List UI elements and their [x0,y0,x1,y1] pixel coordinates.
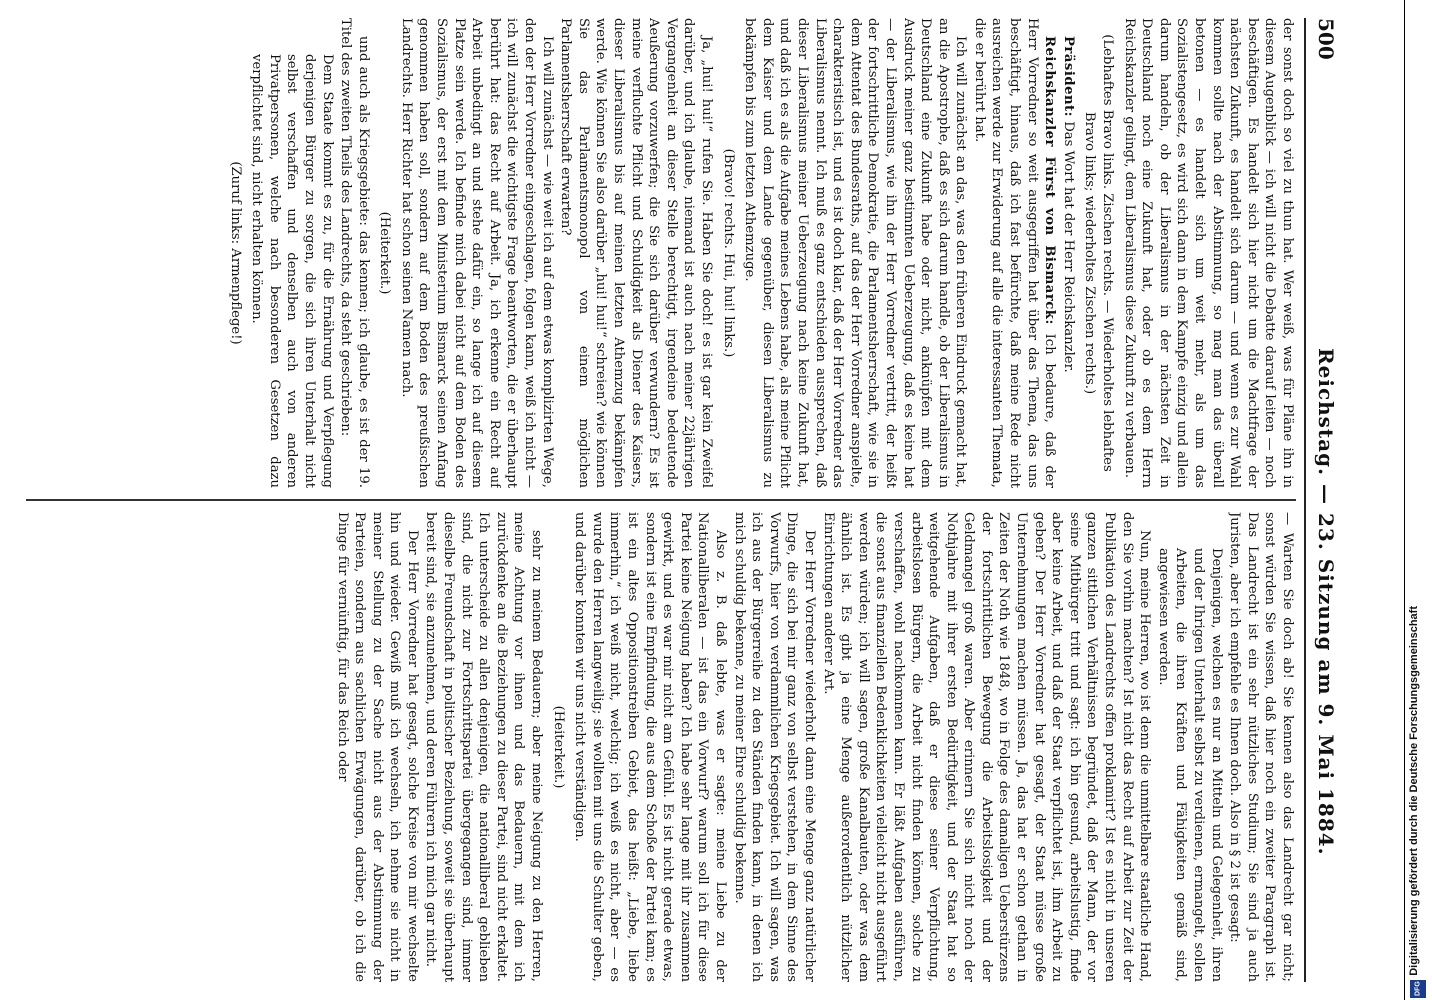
paragraph-text: Ich will zunächst — wie weit ich auf dem etwas komplizirten Wege, den der Herr Vorredner eingeschlagen, folgen kann, weiß ich nicht — ich will zunächst die wichtigste Frage beantworten, die er überhaupt berührt hat: das Recht auf Arbeit. Ja, ich erkenne ein Recht auf Arbeit unbedingt an und stehe dafür ein, so lange ich auf diesem Platze sein werde. Ich befinde mich dabei nicht auf dem Boden des Sozialismus, der erst mit dem Ministerium Bismarck seinen Anfang genommen haben soll, sondern auf dem Boden des preußischen Landrechts. Herr Richter hat schon seinen Namen nach. [398,18,555,488]
paragraph [422,512,545,982]
paragraph-text: Ich will zunächst an das, was den früheren Eindruck gemacht hat, an die Apostrophe, daß es sich darum handle, ob der Liberalismus in Deutschland eine Zukunft habe oder nicht, anknüpfen mit dem Ausdruck meiner ganz bestimmten Ueberzeugung, daß es keine hat — der Liberalismus, wie ihn der Herr Vorredner vertritt, der heißt der fortschrittliche Demokratie, die Parlamentsherrschaft, wie sie in dem Attentat des Bundesraths, auf das der Herr Vorredner anspielte, charakteristisch ist, und es ist doch klar, daß der Herr Vorredner das Liberalismus nennt. Ich muß es ganz entschieden aussprechen, daß dieser Liberalismus meiner Ueberzeugung nach keine Zukunft hat, und daß ich es als die Aufgabe meines Lebens habe, als meine Pflicht dem Kaiser und dem Lande gegenüber, diesen Liberalismus zu bekämpfen bis zum letzten Athemzuge. [742,18,969,488]
paragraph-text: Ja, „hui! hui!“ rufen Sie. Haben Sie doch! es ist gar kein Zweifel darüber, und ich glaube, niemand ist auch nach meiner 22jährigen Vergangenheit an dieser Stelle berechtigt, irgendeine bedeutende Aeußerung vorzuwerfen; die Sie sich darüber verwundern? Es ist meine verfluchte Pflicht und Schuldigkeit als Diener des Kaisers, dieser Liberalismus bis auf meinen letzten Athemzug bekämpfen werde. Wie können Sie also darüber „hui! hui!“ schreien? wie können Sie das Parlamentsmonopol von einem möglichen Parlamentsherrschaft erwarten? [558,18,714,488]
paragraph [819,512,1153,982]
running-head: Reichstag. — 23. Sitzung am 9. Mai 1884. [1314,348,1338,856]
paragraph [557,18,715,488]
paragraph-text: (Heiterkeit.) [377,211,393,295]
page-header [1308,18,1338,982]
speaker-label: Präsident: [1060,36,1076,118]
paragraph-text: Der Herr Vorredner wiederholt dann eine Menge ganz natürlicher Dinge, die sich bei mir ganz von selbst verstehen, in dem Sinne des Vorwurfs, hier von verdammlichen Kriegsgebiet. Ich will sagen, was ich aus der Bürgerreihe zu den Ständen finden kann, in denen ich mich schuldig bekenne, zu meiner Ehre schuldig bekenne. [731,512,817,982]
column-divider [26,499,1296,501]
paragraph-text: (Heiterkeit.) [550,705,566,789]
paragraph [337,18,372,488]
paragraph-text: Der Herr Vorredner hat gesagt, solche Kreise von mir wechselte hin und wieder. Gewiß muß ich wechseln, ich nehme sie nicht in meiner Stellung zu der Sache nicht aus der Abstimmung der Parteien, sondern aus sachlichen Erwägungen, darüber, ob ich die Dinge für vernünftig, für das Reich oder [334,512,420,982]
paragraph-text: Also z. B. daß lebte, was er sagte: meine Liebe zu der Nationalliberalen — ist das ein Vorwurf? warum soll ich für diese Partei keine Neigung haben? Ich habe sehr lange mit ihr zusammen gewirkt, und es war mir nicht am Gefühl. Es ist nicht gerade etwas, sondern ist eine Empfindung, die aus dem Schoße der Partei kam; es ist ein altes Oppositionstreiben Gebiet, das heißt: „Liebe, liebe immerhin,“ ich weiß nicht, welchig; ich weiß es nicht, aber — es wurde den Herren langweilig; sie wollten mit uns die Schulter geben, und darüber konnten wir uns nicht verständigen. [572,512,728,982]
paragraph-text: Ich bedaure, daß der Herr Vorredner so weit ausgegriffen hat über das Thema, das uns beschäftigt, hinaus, daß ich fast befürchte, daß meine Rede nicht ausreichen werde zur Erwiderung auf alle die interessanten Themata, die er berührt hat. [971,18,1058,488]
paragraph-text: Dem Staate kommt es zu, für die Ernährung und Verpflegung derjenigen Bürger zu sorgen, die sich ihren Unterhalt nicht selbst verschaffen und denselben auch von anderen Privatpersonen, welche nach besonderen Gesetzen dazu verpflichtet sind, nicht erhalten können. [249,54,335,488]
paragraph-text: Das Wort hat der Herr Reichskanzler. [1060,121,1076,373]
digitization-strip [1404,0,1432,1000]
paragraph [549,512,567,982]
paragraph-text: — Warten Sie doch ab! Sie kennen also das Landrecht gar nicht; sonst würden Sie wissen, daß hier noch ein zweiter Paragraph ist. Das Landrecht ist ein sehr nützliches Studium; Sie sind ja auch Juristen, aber ich empfehle es Ihnen doch. Also in § 2 ist gesagt: [1227,512,1295,982]
paragraph-text: (Lebhaftes Bravo links. Zischen rechts. — Wiederholtes lebhaftes Bravo links; wiederholtes Zischen rechts.) [1082,34,1116,472]
paragraph [397,18,555,488]
paragraph [1226,512,1296,982]
paragraph [719,18,737,488]
paragraph [741,18,970,488]
paragraph [730,512,818,982]
left-column [16,18,1296,488]
right-column [16,512,1296,982]
dfg-logo-icon: DFG [1410,980,1426,998]
paragraph-text: Denjenigen, welchen es nur an Mitteln und Gelegenheit, ihren und der Ihrigen Unterhalt selbst zu verdienen, ermangelt, sollen Arbeiten, die ihren Kräften und Fähigkeiten gemäß sind, angewiesen werden. [1155,548,1224,982]
page-number: 500 [1314,18,1338,60]
digitization-credit: Digitalisierung gefördert durch die Deutsche Forschungsgemeinschaft [1408,606,1420,976]
paragraph-text: sehr zu meinem Bedauern; aber meine Neigung zu den Herren, meine Achtung vor ihnen und das Bedauern, mit dem ich zurückdenke an die Beziehungen zu dieser Partei, sind nicht erkaltet. Ich unterscheide zu allen denjenigen, die nationalliberal geblieben sind, die nicht zur Fortschrittspartei übergegangen sind, immer dieselbe Freundschaft in politischer Beziehung, soweit sie überhaupt bereit sind, sie anzunehmen, und deren Führern ich mich gar nicht. [423,512,545,982]
paragraph [248,18,336,488]
paragraph [376,18,394,488]
paragraph-text: (Zuruf links: Armenpflege!) [227,161,243,345]
paragraph [1059,18,1077,488]
speaker-label: Reichskanzler Fürst von Bismarck: [1042,36,1058,325]
paragraph [1081,18,1116,488]
paragraph [571,512,729,982]
paragraph-text: und auch als Kriegsgebiete: das kennen; ich glaube, es ist der 19. Titel des zweiten Theils des Landrechts, da steht geschrieben: [338,18,371,488]
strip-rule [1404,0,1405,1000]
paragraph [1120,18,1296,488]
paragraph [970,18,1058,488]
paragraph [333,512,421,982]
paragraph-text: Nun, meine Herren, wo ist denn die unmittelbare staatliche Hand, den Sie vorhin machten? Ist nicht das Recht auf Arbeit zur Zeit der Publikation des Landrechts offen proklamirt? Ist es nicht in unseren ganzen sittlichen Verhältnissen begründet, daß der Mann, der vor seine Mitbürger tritt und sagt: ich bin gesund, arbeitslustig, finde aber keine Arbeit, und daß der Staat verpflichtet ist, ihm Arbeit zu geben? Der Herr Vorredner hat gesagt, der Staat müsse große Unternehmungen machen müssen. Ja, das hat er schon gethan in Zeiten der Noth wie 1848, wo in Folge des damaligen Ueberstürzens der fortschrittlichen Bewegung die Arbeitslosigkeit und der Geldmangel groß waren. Aber erinnern Sie sich nicht noch der Nothjahre mit ihrer ersten Bedürftigkeit, und der Staat hat so weitgehende Aufgaben, daß er diese seiner Verpflichtung, arbeitslosen Bürgern, die Arbeit nicht finden können, solche zu verschaffen, wohl nachkommen kann. Er läßt Aufgaben ausführen, die sonst aus finanziellen Bedenklichkeiten vielleicht nicht ausgeführt werden würden; ich will sagen, große Kanalbauten, oder was dem ähnlich ist. Es gibt ja eine Menge außerordentlich nützlicher Einrichtungen anderer Art. [820,512,1153,982]
paragraph [226,18,244,488]
paragraph-text: der sonst doch so viel zu thun hat. Wer weiß, was für Pläne ihn in diesem Augenblick — ich will nicht die Debatte darauf leiten — noch beschäftigen. Es handelt sich hier nicht um die Machtfrage der nächsten Zukunft, es handelt sich darum — und wenn es zur Wahl kommen sollte nach der Abstimmung, so mag man das überall betonen — es handelt sich um weit mehr, als um das Sozialistengesetz, es wird sich dann in dem Kampfe einzig und allein darum handeln, ob der Liberalismus in der nächsten Zeit in Deutschland noch eine Zukunft hat, oder ob es dem Herrn Reichskanzler gelingt, dem Liberalismus diese Zukunft zu verbauen. [1121,18,1295,488]
header-rule [1304,18,1306,982]
paragraph [1154,512,1224,982]
paragraph-text: (Bravo! rechts. Hui, hui! links.) [720,148,736,358]
